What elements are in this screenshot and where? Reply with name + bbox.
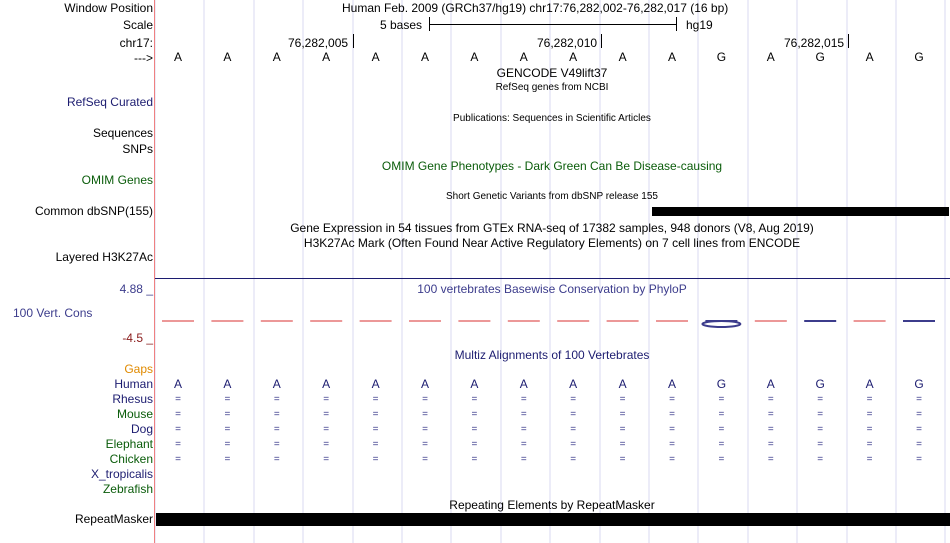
alignment-match-symbol: = — [372, 454, 379, 465]
alignment-match-symbol: = — [175, 424, 181, 435]
species-chicken-label[interactable]: Chicken — [109, 452, 153, 466]
base-letter: A — [272, 50, 281, 64]
alignment-match-symbol: = — [916, 394, 922, 405]
alignment-match-symbol: = — [817, 424, 824, 435]
alignment-match-symbol: = — [471, 439, 478, 450]
alignment-match-symbol: = — [520, 424, 527, 435]
alignment-match-symbol: = — [916, 409, 922, 420]
alignment-match-symbol: = — [619, 439, 626, 450]
alignment-match-symbol: = — [767, 424, 774, 435]
tick-mark-2 — [601, 34, 602, 48]
alignment-match-symbol: = — [471, 424, 478, 435]
base-letter: A — [371, 50, 380, 64]
base-letter: A — [865, 50, 874, 64]
alignment-match-symbol: = — [175, 409, 181, 420]
alignment-match-symbol: = — [718, 409, 725, 420]
cons-min-label: -4.5 _ — [122, 331, 153, 345]
species-rhesus-label[interactable]: Rhesus — [112, 392, 153, 406]
scale-bar — [429, 17, 677, 31]
scale-text: 5 bases — [380, 18, 423, 32]
alignment-match-symbol: = — [273, 439, 280, 450]
alignment-match-symbol: = — [224, 454, 231, 465]
alignment-match-symbol: = — [570, 394, 577, 405]
alignment-match-symbol: = — [669, 439, 675, 450]
alignment-match-symbol: = — [817, 394, 824, 405]
tick-mark-3 — [848, 34, 849, 48]
alignment-match-symbol: = — [718, 454, 725, 465]
100-vert-cons-label[interactable]: 100 Vert. Cons — [13, 306, 93, 320]
human-base-letter: G — [815, 377, 825, 391]
alignment-match-symbol: = — [866, 454, 873, 465]
species-elephant-label[interactable]: Elephant — [105, 437, 153, 451]
alignment-match-symbol: = — [471, 394, 478, 405]
alignment-match-symbol: = — [372, 394, 379, 405]
alignment-match-symbol: = — [718, 439, 725, 450]
alignment-match-symbol: = — [471, 454, 478, 465]
alignment-match-symbol: = — [323, 394, 330, 405]
alignment-match-symbol: = — [669, 394, 675, 405]
alignment-match-symbol: = — [273, 394, 280, 405]
alignment-match-symbol: = — [817, 454, 824, 465]
refseq-curated-label[interactable]: RefSeq Curated — [66, 95, 153, 109]
species-xtropicalis-label[interactable]: X_tropicalis — [90, 467, 153, 481]
alignment-match-symbol: = — [916, 439, 922, 450]
gencode-title[interactable]: GENCODE V49lift37 — [496, 66, 608, 80]
alignment-match-symbol: = — [669, 454, 675, 465]
layered-h3k27ac-label[interactable]: Layered H3K27Ac — [55, 250, 153, 264]
alignment-match-symbol: = — [767, 394, 774, 405]
base-letter: A — [420, 50, 430, 64]
alignment-match-symbol: = — [866, 424, 873, 435]
alignment-match-symbol: = — [619, 394, 626, 405]
base-letter: A — [667, 50, 677, 64]
alignment-match-symbol: = — [323, 409, 330, 420]
alignment-match-symbol: = — [224, 394, 231, 405]
alignment-match-symbol: = — [570, 409, 577, 420]
alignment-match-symbol: = — [224, 439, 231, 450]
human-base-letter: A — [322, 377, 331, 391]
refseq-subtitle: RefSeq genes from NCBI — [495, 82, 609, 93]
dbsnp-title: Short Genetic Variants from dbSNP release 155 — [446, 191, 658, 202]
alignment-match-symbol: = — [619, 409, 626, 420]
tick-label-2: 76,282,010 — [537, 36, 598, 50]
alignment-match-symbol: = — [866, 394, 873, 405]
alignment-match-symbol: = — [767, 454, 774, 465]
human-base-letter: A — [371, 377, 380, 391]
base-letter: G — [716, 50, 727, 64]
base-letter: A — [618, 50, 627, 64]
alignment-match-symbol: = — [669, 424, 675, 435]
alignment-match-symbol: = — [767, 439, 774, 450]
tick-mark-1 — [353, 34, 354, 48]
omim-genes-label[interactable]: OMIM Genes — [81, 173, 153, 187]
alignment-match-symbol: = — [273, 424, 280, 435]
species-dog-label[interactable]: Dog — [130, 422, 153, 436]
alignment-match-symbol: = — [422, 439, 428, 450]
alignment-match-symbol: = — [570, 424, 577, 435]
alignment-match-symbol: = — [471, 409, 478, 420]
strand-label: ---> — [134, 51, 153, 65]
publications-title: Publications: Sequences in Scientific Articles — [453, 113, 651, 124]
base-letter: A — [519, 50, 528, 64]
alignment-match-symbol: = — [570, 454, 577, 465]
omim-title: OMIM Gene Phenotypes - Dark Green Can Be Disease-causing — [381, 159, 723, 173]
human-base-letter: A — [618, 377, 627, 391]
alignment-match-symbol: = — [520, 454, 527, 465]
alignment-match-symbol: = — [175, 454, 181, 465]
alignment-match-symbol: = — [422, 454, 428, 465]
alignment-match-symbol: = — [817, 409, 824, 420]
human-base-letter: A — [667, 377, 677, 391]
human-base-letter: A — [223, 377, 232, 391]
base-letter: A — [470, 50, 479, 64]
alignment-match-symbol: = — [224, 409, 231, 420]
alignment-match-symbol: = — [273, 454, 280, 465]
species-human-label[interactable]: Human — [114, 377, 153, 391]
alignment-match-symbol: = — [175, 394, 181, 405]
alignment-match-symbol: = — [372, 409, 379, 420]
human-base-letter: A — [865, 377, 874, 391]
base-letter: G — [815, 50, 825, 64]
common-dbsnp-label[interactable]: Common dbSNP(155) — [34, 204, 153, 218]
scale-label: Scale — [122, 18, 153, 32]
base-letter: G — [914, 50, 924, 64]
species-zebrafish-label[interactable]: Zebrafish — [102, 482, 153, 496]
repeat-title: Repeating Elements by RepeatMasker — [449, 498, 655, 512]
human-base-letter: A — [420, 377, 430, 391]
alignment-match-symbol: = — [323, 424, 330, 435]
alignment-match-symbol: = — [422, 424, 428, 435]
scale-assembly: hg19 — [686, 18, 713, 32]
species-mouse-label[interactable]: Mouse — [116, 407, 153, 421]
alignment-match-symbol: = — [273, 409, 280, 420]
alignment-match-symbol: = — [323, 439, 330, 450]
h3k27ac-title: H3K27Ac Mark (Often Found Near Active Regulatory Elements) on 7 cell lines from ENCODE — [303, 236, 801, 250]
human-base-letter: A — [569, 377, 578, 391]
base-letter: A — [569, 50, 578, 64]
alignment-match-symbol: = — [570, 439, 577, 450]
alignment-match-symbol: = — [520, 439, 527, 450]
human-base-letter: G — [914, 377, 924, 391]
human-base-letter: A — [766, 377, 775, 391]
alignment-match-symbol: = — [718, 394, 725, 405]
dbsnp-feature-bar[interactable] — [652, 207, 949, 216]
alignment-match-symbol: = — [520, 409, 527, 420]
alignment-match-symbol: = — [619, 454, 626, 465]
alignment-match-symbol: = — [224, 424, 231, 435]
alignment-match-symbol: = — [372, 424, 379, 435]
gtex-title: Gene Expression in 54 tissues from GTEx RNA-seq of 17382 samples, 948 donors (V8, Aug 2019) — [290, 221, 814, 235]
alignment-match-symbol: = — [817, 439, 824, 450]
alignment-match-symbol: = — [520, 394, 527, 405]
conservation-graph[interactable] — [155, 312, 950, 332]
alignment-match-symbol: = — [323, 454, 330, 465]
alignment-match-symbol: = — [916, 454, 922, 465]
base-letter: A — [322, 50, 331, 64]
alignment-match-symbol: = — [175, 439, 181, 450]
gaps-label[interactable]: Gaps — [124, 362, 153, 376]
alignment-match-symbol: = — [619, 424, 626, 435]
chrom-label: chr17: — [119, 36, 153, 50]
human-base-letter: A — [519, 377, 528, 391]
human-base-letter: A — [173, 377, 183, 391]
alignment-match-symbol: = — [422, 409, 428, 420]
window-position-value: Human Feb. 2009 (GRCh37/hg19) chr17:76,282,002-76,282,017 (16 bp) — [342, 1, 729, 15]
multiz-title: Multiz Alignments of 100 Vertebrates — [454, 348, 650, 362]
track-separator-line — [155, 278, 950, 279]
alignment-match-symbol: = — [372, 439, 379, 450]
alignment-match-symbol: = — [916, 424, 922, 435]
cons-score-mark — [702, 321, 740, 327]
cons-title: 100 vertebrates Basewise Conservation by PhyloP — [417, 282, 687, 296]
base-letter: A — [223, 50, 232, 64]
repeatmasker-label[interactable]: RepeatMasker — [74, 512, 153, 526]
alignment-match-symbol: = — [866, 409, 873, 420]
alignment-match-symbol: = — [718, 424, 725, 435]
alignment-match-symbol: = — [422, 394, 428, 405]
repeatmasker-feature-bar[interactable] — [156, 513, 950, 526]
alignment-match-symbol: = — [866, 439, 873, 450]
label-divider — [154, 0, 155, 543]
sequences-label[interactable]: Sequences — [92, 126, 153, 140]
cons-max-label: 4.88 _ — [119, 282, 153, 296]
human-base-letter: A — [470, 377, 479, 391]
window-position-label: Window Position — [64, 1, 153, 15]
snps-label[interactable]: SNPs — [122, 142, 153, 156]
alignment-match-symbol: = — [767, 409, 774, 420]
human-base-letter: G — [716, 377, 727, 391]
tick-label-1: 76,282,005 — [288, 36, 349, 50]
tick-label-3: 76,282,015 — [784, 36, 845, 50]
human-base-letter: A — [272, 377, 281, 391]
base-letter: A — [766, 50, 775, 64]
alignment-match-symbol: = — [669, 409, 675, 420]
base-letter: A — [173, 50, 183, 64]
